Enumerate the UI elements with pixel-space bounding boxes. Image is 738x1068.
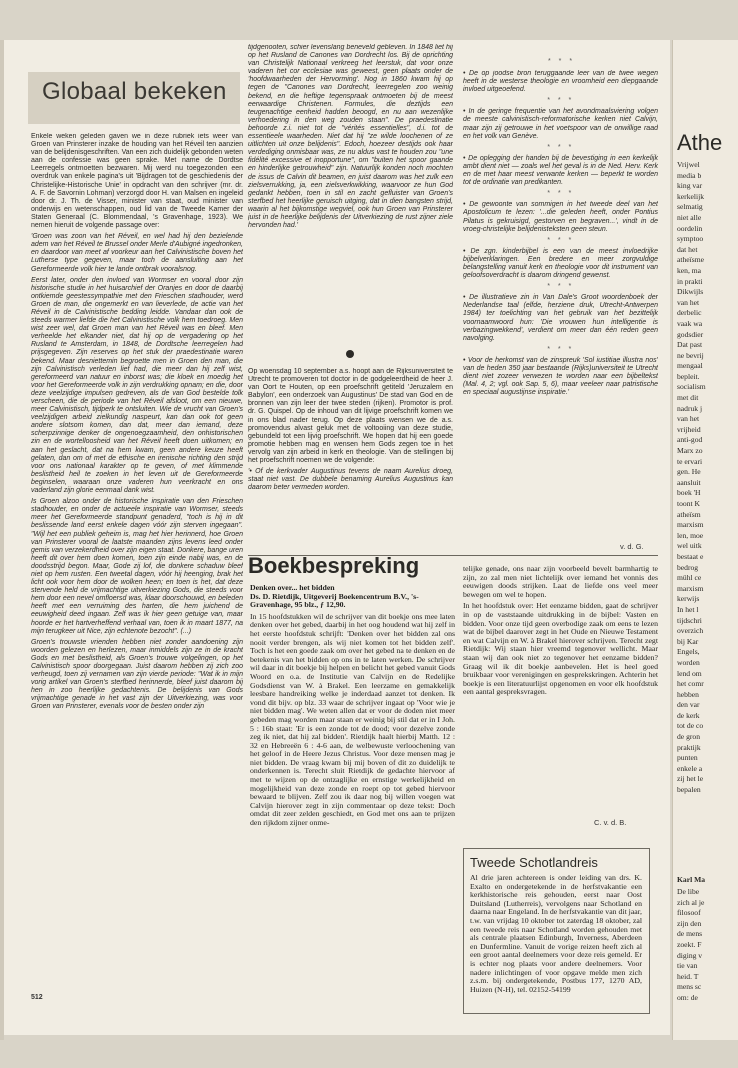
continuation-paragraph: telijke genade, ons naar zijn voorbeeld bevelt barmhartig te zijn, zo zal men niet lichtelijk over iemand het vonnis des eeuwigen doods strijken. Laat de liefde ons veel meer bewegen om wel te hopen.	[463, 565, 658, 599]
thesis-item: • De gewoonte van sommigen in het tweede deel van het Apostolicum te lezen: '...die geleden heeft, onder Pontius Pilatus is gekruisigd, gestorven en begraven...', vindt in de vroeg-christelijke belijdenisteksten geen steun.	[463, 201, 658, 233]
announcement-paragraph: Al drie jaren achtereen is onder leiding van drs. K. Exalto en ondergetekende in de herfstvakantie een kerkhistorische reis gehouden, eerst naar Oost Duitsland (Lutherreis), vervolgens naar Schotland en daarna naar Engeland. In de herfstvakantie van dit jaar, t.w. van vrijdag 10 oktober tot zaterdag 18 oktober, zal een tweede reis naar Schotland worden gehouden met als centrale plaatsen Edinburgh, Inverness, Aberdeen en Dunfermline. Vanuit de vorige reizen heeft zich al een groot aantal deelnemers voor deze reis gemeld. Er is echter nog plaats voor andere deelnemers. Voor nadere inlichtingen of voor opgave melde men zich z.s.m. bij ondergetekende, Postbus 177, 1270 AD, Huizen (N-H), tel. 02152-54199	[470, 874, 642, 994]
continuation-paragraph: In het hoofdstuk over: Het eenzame bidden, gaat de schrijver in op de vaststaande uitdrukking in de bijbel: Vasten en bidden. Voor onze tijd geen overbodige zaak om eens te lezen wat de bijbel daarover zegt in het Oude en Nieuwe Testament en wat Calvijn en W. à Brakel hierover schrijven. Terecht zegt Rietdijk: Wij staan hier vreemd tegenover wellicht. Maar staan wij dan ook niet zo tegenover het eenzame bidden? Graag wil ik dit boekje aanbevelen. Het is heel goed bruikbaar voor verenigingen en gesprekskringen. Achterin het boekje is een literatuurlijst opgenomen en voor elk hoofdstuk een aantal gespreksvragen.	[463, 601, 658, 697]
adjacent-page-text: Vrijwel media b king var kerkelijk selmatig niet alle oordelin symptoo dat het atheïsme ken, ma in prakti Dikwijls van het derbelic vaak wa godsdier Dat past ne bevrij mengaal bepleit. socialism met dit nadruk j van het vrijheid anti-god Marx zo te ervari gen. He aansluit boek 'H toont K atheïsm marxism len, moe wel uitk bestaat e bedrog mühl ce marxism kerwijs In het l tijdschri overzich bij Kar Engels, worden lend om het comr hebben den var de kerk tot de co de gron praktijk punten enkele a zij het le bepalen	[677, 160, 706, 795]
separator: * * *	[546, 283, 575, 291]
signature: v. d. G.	[620, 542, 644, 551]
left-column	[31, 133, 243, 993]
quote-continuation: tijdgenooten, schier levenslang beneveld gebleven. In 1848 liet hij op het Rusland de Canones van Dordrecht los. Bij de oprichting van Christelijk Nationaal verkreeg het leerstuk, dat voor onze vaderen het cor ecclesiae was geweest, geen plaats onder de 'hoofdwaarheden der Hervorming'. Nog in 1860 kwam hij op tegen de "Canones van Dordrecht, leerregelen zoo weinig bekend, en die heftige tegenspraak ontmoeten bij de meest eerwaardige Christenen. Formules, die deztijds een teugenachtige eenheid hadden beoogd, en nu aan wezenlijke verhoedering in den weg zouden staan". De praedestinatie behoorde z.i. niet tot de "vérités essentielles", d.i. tot de essentieele waarheden. Niet dat hij "ze wilde loochenen of ze uitlichten uit onze belijdenis". Edoch, hoezeer destijds ook haar verdediging onmisbaar was, ze nu aldus vast te houden zou "une fidélité excessive et inopportune", om "buiten het spoor gaande en hinderlijke getrouwheid" zijn. Natuurlijk konden noch mochten de issus de Calvin dit beamen, en juist daarom was het zulk een zielsverrukking, ja, een zielsverkwikking, waarvoor ze hun God gedankt hebben, toen in stil en zacht gefluister van Groen's sterfbed het heerlijke geruisch uitging, dat in dien bangsten strijd, waarin al het bijkomstige wegviel, ook hun Groen van Prinsterer juist in de heerlijke belijdenis der Uitverkiezing de rust zijner ziele hervonden had.'	[248, 44, 453, 230]
middle-column-news	[248, 368, 453, 518]
quote-paragraph: Is Groen alzoo onder de historische inspiratie van den Frieschen stadhouder, en onder de actueele inspiratie van Wormser, steeds meer het Gereformeerde standpunt genaderd, "toch is hij in dit beslissende land eerst enkele dagen vóór zijn sterven ingegaan". "Wijl het een publiek geheim is, mag het hier herinnerd, hoe Groen van Prinsterer vooral de laatste maanden zijns levens leed onder gemis van verzekerdheid over zijn eigen staat. Donkere, bange uren heeft dit over hem doen komen, toen zijn einde nabij was, en de doodsstrijd begon. Maar, Gode zij lof, die donkere schaduw bleef niet op hem rusten. Een tweetal dagen, vóór hij heenging, brak het licht ook voor hem door de wolken heen; en toen is het, dat deze stervende held de vrijmachtige uitverkiezing Gods, die steeds voor hem door een nevel omfloersd was, klaar doorschouwd, en beleden heeft met een verruiming des harten, die hem juichend de eeuwigheid deed ingaan. Zelf was ik hier geen getuige van, maar hoorde er het hartverheffend verhaal van, toen ik in maart 1877, na mijn terugkeer uit Nice, zijn echtenote bezocht". (...)	[31, 498, 243, 635]
book-reference: Denken over... het bidden Ds. D. Rietdijk, Uitgeverij Boekencentrum B.V., 's-Gravenhage, 95 blz., ƒ 12,90.	[250, 584, 419, 610]
thesis-item: • De illustratieve zin in Van Dale's Groot woordenboek der Nederlandse taal (elfde, herziene druk, Utrecht-Antwerpen 1984) ter toelichting van het gebruik van het bezittelijk voornaamwoord hun: 'Die vrouwen hun intelligentie is verbazingwekkend', verdient om meer dan één reden geen navolging.	[463, 294, 658, 342]
middle-column-quote	[248, 44, 453, 344]
announcement-title: Tweede Schotlandreis	[470, 855, 598, 870]
quote-paragraph: Groen's trouwste vrienden hebben niet zonder aandoening zijn woorden gelezen en herlezen, maar inmiddels zijn ze in de kracht Gods en met beslistheid, als Groen's trouwe volgelingen, op het Calvinistisch spoor doorgegaan. Juist daarom hebben zij zich zoo verheugd, toen zij vernamen van zijn vierde periode: "Wat ik in mijn vorig artikel van Groen's sterfbed herinnerde, bleef juist daarom bij hen in zoo heerlijke gedachtenis. De belijdenis van Gods vrijmachtige genade in het vast zijn der Uitverkiezing, was voor Groen van Prinsterer, evenals voor de besten onder zijn	[31, 638, 243, 711]
separator: * * *	[546, 143, 575, 151]
page-number: 512	[31, 994, 43, 1001]
adjacent-page-subheading: Karl Ma	[677, 875, 706, 884]
reviewer-signature: C. v. d. B.	[594, 818, 627, 827]
book-review-column	[250, 584, 455, 1024]
thesis-item: • De op joodse bron teruggaande leer van de twee wegen heeft in de westerse theologie en vroomheid een diepgaande invloed uitgeoefend.	[463, 70, 658, 94]
thesis-paragraph: '• Of de kerkvader Augustinus tevens de naam Aurelius droeg, staat niet vast. De dubbele benaming Aurelius Augustinus kan daarom beter vermeden worden.	[248, 468, 453, 492]
separator: * * *	[546, 190, 575, 198]
thesis-item: • De zgn. kinderbijbel is een van de meest invloedrijke bijbelverklaringen. Een bredere en meer zorgvuldige belangstelling vanuit kerk en theologie voor dit instrument van geloofsoverdracht is daarom dringend gewenst.	[463, 247, 658, 280]
book-review-continuation	[463, 565, 658, 835]
bullet-divider	[346, 350, 354, 358]
separator: * * *	[546, 236, 575, 244]
thesis-item: • De oplegging der handen bij de bevestiging in een kerkelijk ambt dient niet — zoals wel het geval is in de Ned. Herv. Kerk en de met haar meest verwante kerken — beperkt te worden tot de ordinatie van predikanten.	[463, 154, 658, 187]
page-edge	[0, 40, 4, 1040]
book-review-text: In 15 hoofdstukken wil de schrijver van dit boekje ons mee laten denken over het gebed, daarbij in het oog houdend wat hij zelf in het eerste hoofdstuk schrijft: 'Denken over het bidden zal ons nooit verder brengen, als wij niet komen tot het bidden zelf'. Toch is het een goede zaak om over het gebed na te denken en de betekenis van het bidden op ons in te laten werken. De schrijver wil daar in dit boekje bij helpen en belicht het gebed vanuit Gods Woord en o.a. de Institutie van Calvijn en de Redelijke Godsdienst van W. à Brakel. Een leerzame en gemakkelijk leesbare handreiking welke je inderdaad aanzet tot denken. Ik vond dit bijv. op blz. 33 waar de schrijver ingaat op 'Voor wie je niet bidden mag'. We weten allen dat er voor de doden niet meer gebeden mag worden maar staan er weinig bij stil dat er in I Joh. 5 : 16b staat: 'Er is een zonde tot de dood; voor dezelve zonde zeg ik niet, dat hij zal bidden'. Rietdijk haalt hierbij Matth. 12 : 32 en Hebreeën 6 : 4-6 aan, de welbewuste verloochening van het geloof in de Heere Jezus Christus. Voor deze mensen mag je niet bidden. De vraag kwam bij mij boven of dit zo duidelijk te onderkennen is. Terecht sluit Rietdijk de gedachte hiervoor af met te wijzen op de ontzaglijke en ernstige werkelijkheid en mogelijkheid van deze zonde en roept op tot gebed hiervoor bewaard te blijven. Zelf zou ik daar nog bij willen voegen wat Calvijn hierover zegt in zijn commentaar op deze tekst: Doch omdat dit zeer zelden geschiedt, en God met ons aan te prijzen den rijkdom zijner onme-	[250, 611, 455, 828]
adjacent-page	[672, 40, 738, 1040]
thesis-item: • Voor de herkomst van de zinspreuk 'Sol iustitiae illustra nos' van de heden 350 jaar bestaande (Rijks)universiteit te Utrecht dient niet zozeer verwezen te worden naar een bijbeltekst (Mal. 4, 2; vgl. ook Sap. 5, 6), maar veeleer naar patristische en speciaal augustijnse inspiratie.'	[463, 356, 658, 397]
section-title: Globaal bekeken	[42, 78, 227, 105]
thesis-item: • In de geringe frequentie van het avondmaalsviering volgen de meeste calvinistisch-reformatorische kerken niet Calvijn, maar zijn zij getrouwe in het voetspoor van de onwillige raad en het volk van Genève.	[463, 108, 658, 140]
separator: * * *	[546, 97, 575, 105]
announcement-text	[470, 874, 642, 1010]
quote-paragraph: 'Groen was zoon van het Réveil, en wel had hij den bezielende adem van het Réveil te Brussel onder Merle d'Aubigné ingedronken, en daardoor van meet af voorkeur aan het Calvinistische boven het Lutherse type gegeven, maar toch de aansluiting aan het Gereformeerde volk hier te lande ontbrak vooralsnog.	[31, 233, 243, 273]
quote-paragraph: Eerst later, onder den invloed van Wormser en vooral door zijn historische studie in het huisarchief der Oranjes en door de daarbij ontkiemde geestessympathie met den Frieschen stadhouder, werd Groen de man, die ongemerkt en van lieverlede, de actie van het Réveil in de Calvinistische bedding leidde. Vandaar dan ook de steeds warmer liefde die het Calvinistische volk hem toedroeg. Men wist zeer wel, dat Groen man van het Réveil was en bleef. Men verheelde het elkander niet, dat hij op de vergadering op het Rusland te Amsterdam, in 1848, de Dordtsche leerregelen had prijsgegeven. Zijn reserves op het stuk der praedestinatie waren bekend. Maar desniettemin begroette men in Groen den man, die zijn Calvinistisch verleden lief had, die meer dan hij zelf wist, gereformeerd van natuur en inborst was; die kloek en moedig het voor het Gereformeerde volk in zijn verdrukking opnam; en die, door deze veelzijdige impulsen gedreven, als de van God bestelde tolk verscheen, die de periode van het Réveil afsloot, om een nieuwe, meer Calvinistisch, tijdperk te ontsluiten. Wie de vrucht van Groen's veelzijdigen arbeid zielkundig naspeurt, kan dan ook tot geen andere slotsom komen, dan dat, meer dan iemand, deze scherpzinnige denker de ongenoegzaamheid, den onhistorischen zin en de wortelloosheid van het Réveil heeft doen uitkomen; en aan het geslacht, dat na hem kwam, geen andere keuze heeft gelaten, dan om of met de ethische en irenische richting den strijd voor ons nationaal karakter op te geven, of met klimmende beslistheid heil te zoeken in het leven uit de Gereformeerde beginselen, waaraan onze vaderen hun veerkracht en ons vaderland zijn glorie eenmaal dank wist.	[31, 276, 243, 495]
intro-paragraph: Enkele weken geleden gaven we in deze rubriek iets weer van Groen van Prinsterer inzake de houding van het Réveil ten aanzien van de belijdenisgeschriften. Van een zich duidelijk gebonden weten aan de confessie was geen sprake. Met name de Dordtse Leerregels ontmoetten bezwaren. Mij werd nu toegezonden een overdruk van enkele pagina's uit 'Bijdragen tot de geschiedenis der Christelijke-Historische Unie' in opdracht van den schrijver (mr. dr. A. F. de Savornin Lohman) verzorgd door H. van Malsen en ingeleid door dr. J. Th. de Visser, minister van staat, oud minister van onderwijs en wetenschappen, oud lid van de Tweede Kamer der Staten Generaal (C. Blommendaal, 's Gravenhage, 1923). We nemen hieruit de volgende passage over:	[31, 133, 243, 230]
separator: * * *	[546, 345, 575, 353]
adjacent-page-title: Athe	[677, 130, 723, 155]
adjacent-page-text-2: De libe zich al je filosoof zijn den de mens zoekt. F diging v tie van heid. T mens sc om: de	[677, 887, 705, 1002]
right-column-theses	[463, 70, 658, 570]
separator-top: * * *	[548, 58, 576, 65]
book-review-title: Boekbespreking	[248, 553, 420, 578]
promotion-paragraph: Op woensdag 10 september a.s. hoopt aan de Rijksuniversiteit te Utrecht te promoveren tot doctor in de godgeleerdheid de heer J. van Oort te Houten, op een proefschrift getiteld 'Jeruzalem en Babylon', een onderzoek van Augustinus' De stad van God en de bronnen van zijn leer der twee steden (rijken). Promotor is prof. dr. G. Quispel. Op de inhoud van dit lijvige proefschrift komen we in ons blad nader terug. Op deze plaats wensen we de a.s. promovendus alvast geluk met de voltooiing van deze studie, gebundeld tot een lijvig proefschrift. We hopen dat hij een goede promotie hebben mag en wensen hem Gods zegen toe in het vervolg van zijn arbeid in kerk en theologie. Van de stellingen bij het proefschrift noemen we de volgende:	[248, 368, 453, 465]
